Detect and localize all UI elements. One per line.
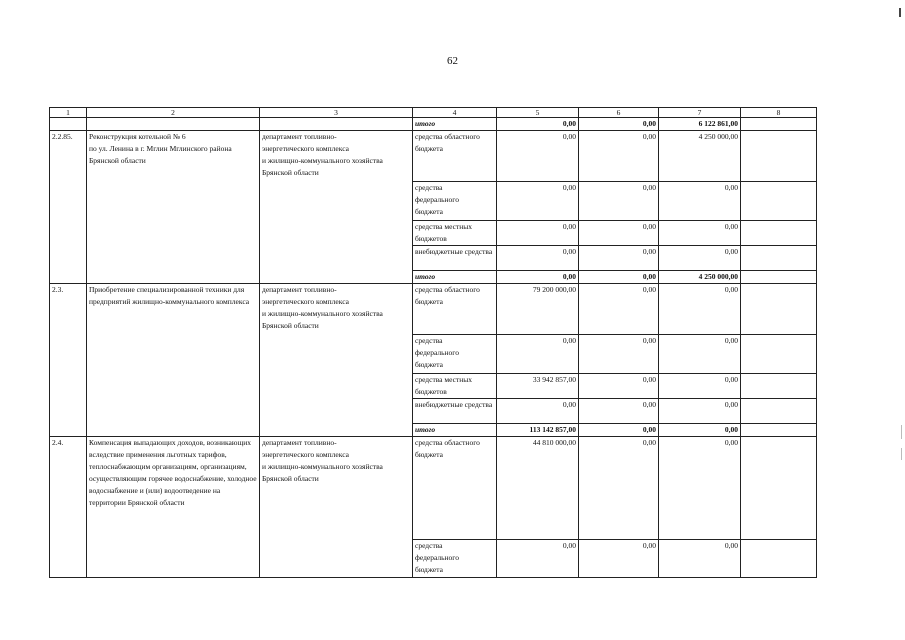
- page-number: 62: [447, 55, 458, 67]
- amount-cell: 0,00: [497, 335, 579, 374]
- column-header: 5: [497, 108, 579, 118]
- amount-cell: 79 200 000,00: [497, 284, 579, 335]
- amount-cell: 0,00: [579, 540, 659, 578]
- amount-cell: 0,00: [579, 424, 659, 437]
- empty-cell: [260, 118, 413, 131]
- funding-source: средства местных бюджетов: [413, 374, 497, 399]
- funding-row-regional: [50, 437, 817, 540]
- amount-cell: 0,00: [659, 540, 741, 578]
- scan-artifact: [901, 448, 902, 460]
- amount-cell: 0,00: [659, 284, 741, 335]
- column-header: 7: [659, 108, 741, 118]
- total-label: итого: [413, 424, 497, 437]
- amount-cell: 6 122 861,00: [659, 118, 741, 131]
- scan-artifact: [901, 425, 902, 439]
- amount-cell: 0,00: [497, 246, 579, 271]
- empty-cell: [87, 118, 260, 131]
- amount-cell: 0,00: [659, 182, 741, 221]
- amount-cell: 0,00: [579, 221, 659, 246]
- amount-cell: 0,00: [579, 374, 659, 399]
- amount-cell: 4 250 000,00: [659, 131, 741, 182]
- empty-cell: [741, 437, 817, 540]
- funding-source: средства федерального бюджета: [413, 182, 497, 221]
- funding-source: средства федерального бюджета: [413, 335, 497, 374]
- amount-cell: 44 810 000,00: [497, 437, 579, 540]
- column-header: 6: [579, 108, 659, 118]
- amount-cell: 0,00: [497, 182, 579, 221]
- column-header: 3: [260, 108, 413, 118]
- amount-cell: 0,00: [497, 271, 579, 284]
- funding-row-regional: [50, 131, 817, 182]
- item-department: департамент топливно- энергетического комплекса и жилищно-коммунального хозяйства Брянской области: [260, 284, 413, 437]
- empty-cell: [741, 246, 817, 271]
- empty-cell: [50, 118, 87, 131]
- item-code: 2.3.: [50, 284, 87, 437]
- amount-cell: 0,00: [579, 131, 659, 182]
- amount-cell: 0,00: [659, 437, 741, 540]
- funding-source: внебюджетные средства: [413, 399, 497, 424]
- total-row: [50, 118, 817, 131]
- amount-cell: 0,00: [579, 284, 659, 335]
- total-label: итого: [413, 271, 497, 284]
- amount-cell: 0,00: [497, 399, 579, 424]
- amount-cell: 33 942 857,00: [497, 374, 579, 399]
- empty-cell: [741, 221, 817, 246]
- amount-cell: 0,00: [659, 335, 741, 374]
- funding-source: средства федерального бюджета: [413, 540, 497, 578]
- total-label: итого: [413, 118, 497, 131]
- funding-source: средства областного бюджета: [413, 284, 497, 335]
- amount-cell: 113 142 857,00: [497, 424, 579, 437]
- item-name: Реконструкция котельной № 6 по ул. Ленина в г. Мглин Мглинского района Брянской области: [87, 131, 260, 284]
- empty-cell: [741, 131, 817, 182]
- empty-cell: [741, 271, 817, 284]
- column-number-row: [50, 108, 817, 118]
- item-department: департамент топливно- энергетического комплекса и жилищно-коммунального хозяйства Брянской области: [260, 131, 413, 284]
- funding-source: внебюджетные средства: [413, 246, 497, 271]
- budget-table: [49, 107, 817, 578]
- empty-cell: [741, 118, 817, 131]
- amount-cell: 0,00: [579, 335, 659, 374]
- empty-cell: [741, 374, 817, 399]
- item-name: Компенсация выпадающих доходов, возникающих вследствие применения льготных тарифов, теплоснабжающим организациям, организациям, осуществляющим горячее водоснабжение, холодное водоснабжение и (или) водоотведение на территории Брянской области: [87, 437, 260, 578]
- item-department: департамент топливно- энергетического комплекса и жилищно-коммунального хозяйства Брянской области: [260, 437, 413, 578]
- funding-source: средства местных бюджетов: [413, 221, 497, 246]
- amount-cell: 0,00: [579, 437, 659, 540]
- amount-cell: 0,00: [579, 399, 659, 424]
- amount-cell: 0,00: [659, 399, 741, 424]
- empty-cell: [741, 540, 817, 578]
- amount-cell: 0,00: [497, 540, 579, 578]
- amount-cell: 0,00: [579, 271, 659, 284]
- empty-cell: [741, 424, 817, 437]
- column-header: 4: [413, 108, 497, 118]
- empty-cell: [741, 399, 817, 424]
- column-header: 8: [741, 108, 817, 118]
- column-header: 2: [87, 108, 260, 118]
- empty-cell: [741, 335, 817, 374]
- amount-cell: 0,00: [659, 221, 741, 246]
- funding-source: средства областного бюджета: [413, 131, 497, 182]
- empty-cell: [741, 182, 817, 221]
- amount-cell: 0,00: [579, 182, 659, 221]
- funding-source: средства областного бюджета: [413, 437, 497, 540]
- amount-cell: 0,00: [659, 374, 741, 399]
- amount-cell: 0,00: [497, 131, 579, 182]
- amount-cell: 0,00: [497, 118, 579, 131]
- amount-cell: 0,00: [497, 221, 579, 246]
- funding-row-regional: [50, 284, 817, 335]
- amount-cell: 0,00: [659, 424, 741, 437]
- item-code: 2.4.: [50, 437, 87, 578]
- column-header: 1: [50, 108, 87, 118]
- amount-cell: 0,00: [659, 246, 741, 271]
- amount-cell: 4 250 000,00: [659, 271, 741, 284]
- amount-cell: 0,00: [579, 118, 659, 131]
- item-code: 2.2.85.: [50, 131, 87, 284]
- item-name: Приобретение специализированной техники для предприятий жилищно-коммунального комплекса: [87, 284, 260, 437]
- amount-cell: 0,00: [579, 246, 659, 271]
- scan-edge-mark: [899, 8, 901, 17]
- empty-cell: [741, 284, 817, 335]
